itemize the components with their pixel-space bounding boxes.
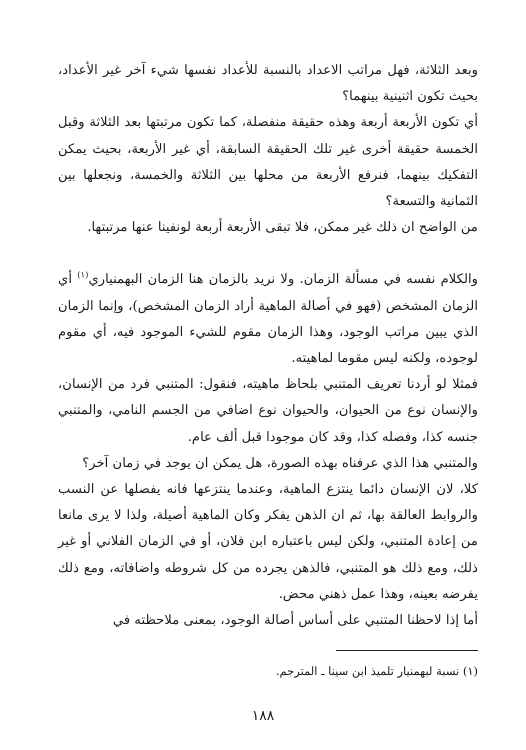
section-gap [58,241,478,267]
paragraph-5: فمثلا لو أردنا تعريف المتنبي بلحاظ ماهيته، فنقول: المتنبي فرد من الإنسان، والإنسان نوع من الحيوان، والحيوان نوع اضافي من الجسم النامي، والمتنبي جنسه كذا، وفصله كذا، وقد كان موجودا قبل ألف عام. [58,377,478,445]
footnote-divider [336,650,478,651]
paragraph-2: أي تكون الأربعة أربعة وهذه حقيقة منفصلة، كما تكون مرتبتها بعد الثلاثة وقبل الخمسة حقيقة أخرى غير تلك الحقيقة السابقة، أي غير الأربعة، بحيث يمكن التفكيك بينهما، فنرفع الأربعة من محلها بين الثلاثة والخمسة، ونجعلها بين الثمانية والتسعة؟ [58,115,478,210]
paragraph-3: من الواضح ان ذلك غير ممكن، فلا تبقى الأربعة أربعة لونفينا عنها مرتبتها. [87,220,478,236]
paragraph-4 [58,267,478,372]
paragraph-6: والمتنبي هذا الذي عرفناه بهذه الصورة، هل يمكن ان يوجد في زمان آخر؟ [82,455,478,471]
footnote-reference[interactable]: (١) [77,271,89,282]
paragraph-4-end: أي الزمان المشخص (فهو في أصالة الماهية أراد الزمان المشخص)، وإنما الزمان الذي يبين مراتب الوجود، وهذا الزمان مقوم للشيء الموجود فيه، أي مقوم لوجوده، ولكنه ليس مقوما لماهيته. [58,272,478,367]
page-number: ١٨٨ [251,708,275,724]
paragraph-1: وبعد الثلاثة، فهل مراتب الاعداد بالنسبة للأعداد نفسها شيء آخر غير الأعداد، بحيث تكون اثنينية بينهما؟ [58,63,478,105]
paragraph-4-start: والكلام نفسه في مسألة الزمان. ولا نريد بالزمان هنا الزمان البهمنياري [88,272,478,288]
main-text [58,58,478,634]
paragraph-7: كلا، لان الإنسان دائما ينتزع الماهية، وعندما ينتزعها فانه يفصلها عن النسب والروابط العالقة بها، ثم ان الذهن يفكر وكان الماهية أصيلة، ولذا لا يرى مانعا من إعادة المتنبي، ولكن ليس باعتباره ابن فلان، أو في الزمان الفلاني أو غير ذلك، ومع ذلك هو المتنبي، فالذهن يجرده من كل شروطه واضافاته، ومع ذلك يفرضه بعينه، وهذا عمل ذهني محض. [58,482,478,602]
footnote: (١) نسبة لبهمنيار تلميذ ابن سينا ـ المترجم. [275,664,478,678]
paragraph-8: أما إذا لاحظنا المتنبي على أساس أصالة الوجود، بمعنى ملاحظته في [112,613,478,629]
